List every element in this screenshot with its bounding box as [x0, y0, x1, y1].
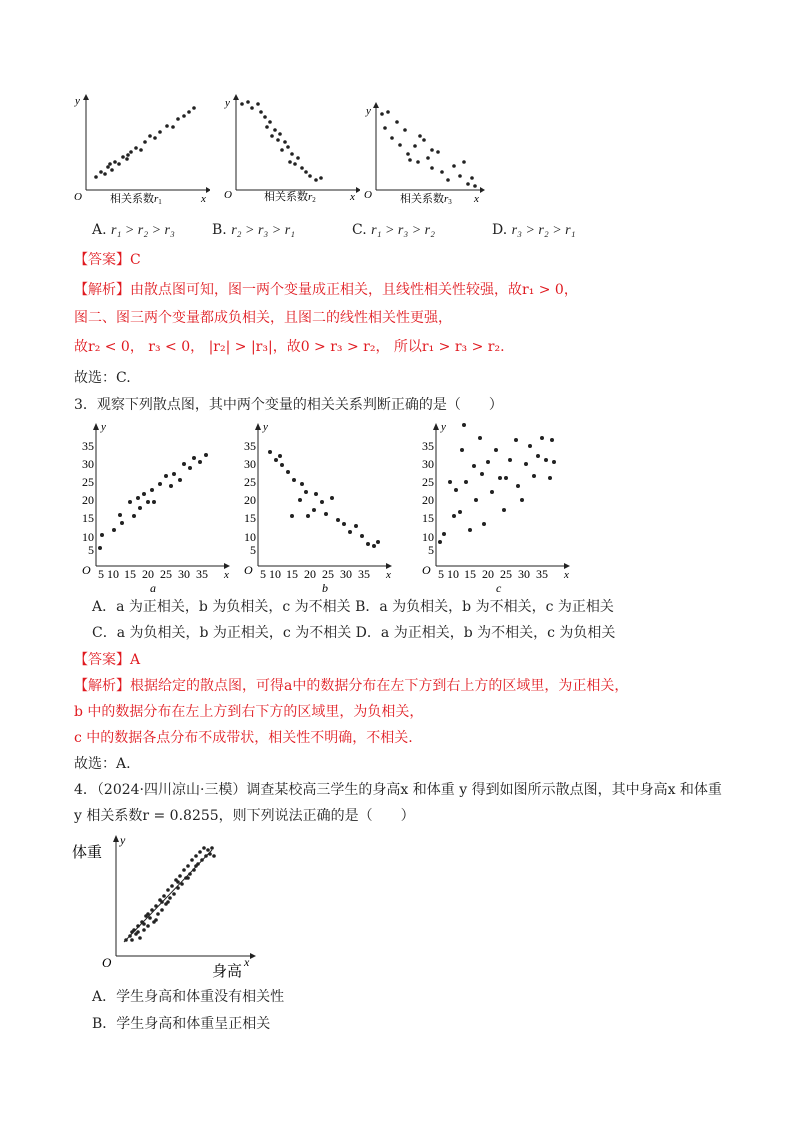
q3-conclusion: 故选：A.	[74, 756, 131, 772]
q3c-ytick: 10	[422, 530, 434, 544]
q3b-ytick: 25	[244, 475, 256, 489]
q3a-ylabel: y	[101, 421, 106, 433]
q3a-ytick: 15	[82, 511, 94, 525]
q2-option-a	[92, 222, 175, 239]
q2-plot3-ylabel: y	[366, 105, 371, 117]
q2-plot2-origin: O	[224, 189, 232, 201]
q2-analysis-line-1: 【解析】由散点图可知，图一两个变量成正相关，且线性相关性较强，故r₁ > 0，	[74, 282, 578, 298]
analysis-tag: 【解析】	[74, 678, 130, 694]
q4-scatter-plot	[70, 830, 270, 980]
q2-plot2-ylabel: y	[225, 97, 230, 109]
q3a-ytick: 20	[82, 493, 94, 507]
q3b-ytick: 20	[244, 493, 256, 507]
q2-analysis-line-3: 故r₂ < 0， r₃ < 0， |r₂| > |r₃|，故0 > r₃ > r₂， 所以r₁ > r₃ > r₂.	[74, 339, 505, 355]
q3a-xtick: 10	[107, 567, 119, 581]
option-label: D.	[492, 222, 508, 238]
q3b-ylabel: y	[263, 421, 268, 433]
q3b-xtick: 30	[340, 567, 352, 581]
q2-option-b	[212, 222, 295, 239]
q3a-caption: a	[150, 581, 156, 595]
q3a-xtick: 5	[98, 567, 104, 581]
q2-option-d	[492, 222, 575, 239]
q3c-xtick: 10	[447, 567, 459, 581]
q3c-xtick: 15	[464, 567, 476, 581]
q2-plot1-ylabel: y	[75, 95, 80, 107]
q2-plot3-origin: O	[364, 189, 372, 201]
q3-analysis-line-3: c 中的数据各点分布不成带状，相关性不明确，不相关.	[74, 730, 413, 746]
q3b-ytick: 10	[244, 530, 256, 544]
q3b-xtick: 35	[358, 567, 370, 581]
analysis-tag: 【解析】	[74, 282, 130, 298]
q3c-origin: O	[422, 563, 431, 577]
q4-option-b: B．学生身高和体重呈正相关	[92, 1016, 271, 1032]
answer-value: C	[130, 252, 141, 268]
q3b-xtick: 25	[322, 567, 334, 581]
q3a-xtick: 35	[196, 567, 208, 581]
q3b-xtick: 5	[260, 567, 266, 581]
q3b-xtick: 15	[286, 567, 298, 581]
q2-plot-3	[360, 100, 490, 212]
q3c-xtick: 20	[482, 567, 494, 581]
q3-option-c: C．a 为负相关，b 为正相关，c 为不相关	[92, 625, 352, 641]
q3-plot-b	[236, 420, 396, 596]
option-text: r₁ > r₃ > r₂	[371, 223, 435, 238]
option-text: r₂ > r₃ > r₁	[231, 223, 296, 238]
q3a-xtick: 20	[142, 567, 154, 581]
q4-option-a: A．学生身高和体重没有相关性	[92, 989, 285, 1005]
q2-conclusion: 故选：C.	[74, 370, 131, 386]
q2-plot2-caption: 相关系数r2	[264, 190, 316, 204]
q3b-ytick: 15	[244, 511, 256, 525]
q3-option-b: B．a 为负相关，b 为不相关，c 为正相关	[355, 599, 614, 615]
q3a-ytick: 35	[82, 439, 94, 453]
option-text: r₃ > r₂ > r₁	[511, 223, 576, 238]
q2-plot3-points	[380, 110, 477, 188]
q3c-caption: c	[496, 581, 502, 595]
q3a-ytick: 30	[82, 457, 94, 471]
q3b-points	[268, 450, 380, 548]
q3c-ytick: 25	[422, 475, 434, 489]
answer-tag: 【答案】	[74, 252, 130, 268]
q2-plot3-xlabel: x	[474, 193, 479, 205]
q3c-ytick: 35	[422, 439, 434, 453]
q3-option-d: D．a 为正相关，b 为不相关，c 为负相关	[355, 625, 616, 641]
q3b-xtick: 20	[304, 567, 316, 581]
q3c-xtick: 30	[518, 567, 530, 581]
q3a-xtick: 25	[160, 567, 172, 581]
q3c-xtick: 5	[438, 567, 444, 581]
q2-plot2-xlabel: x	[350, 191, 355, 203]
q3a-points	[98, 453, 208, 550]
q3-answer	[74, 650, 140, 670]
option-text: r₁ > r₂ > r₃	[111, 223, 175, 238]
q3c-ytick: 5	[428, 543, 434, 557]
q3-stem: 3．观察下列散点图，其中两个变量的相关关系判断正确的是（ ）	[74, 397, 503, 413]
q3-plot-c	[414, 420, 574, 596]
q2-plot-1	[70, 92, 210, 214]
option-label: B.	[212, 222, 227, 238]
q2-plot1-points	[94, 106, 196, 179]
q4-stem-line-2: y 相关系数r = 0.8255，则下列说法正确的是（ ）	[74, 808, 415, 824]
option-label: A.	[92, 222, 107, 238]
q3-plot-a	[74, 420, 234, 596]
answer-tag: 【答案】	[74, 652, 130, 668]
q3b-ytick: 5	[250, 543, 256, 557]
q4-ylabel: 体重	[72, 845, 103, 861]
q3-analysis-line-1: 【解析】根据给定的散点图，可得a中的数据分布在左下方到右上方的区域里，为正相关，	[74, 678, 629, 694]
q3-analysis-line-2: b 中的数据分布在左上方到右下方的区域里，为负相关，	[74, 704, 424, 720]
q4-yvar: y	[120, 833, 126, 847]
q2-analysis-line-2: 图二、图三两个变量都成负相关，且图二的线性相关性更强，	[74, 310, 452, 326]
q3c-ytick: 15	[422, 511, 434, 525]
q3a-ytick: 25	[82, 475, 94, 489]
q3a-xtick: 30	[178, 567, 190, 581]
q3b-ytick: 30	[244, 457, 256, 471]
q2-plot1-xlabel: x	[201, 193, 206, 205]
q4-stem-line-1: 4．（2024·四川凉山·三模）调查某校高三学生的身高x 和体重 y 得到如图所示散点图，其中身高x 和体重	[74, 782, 722, 798]
q2-answer	[74, 250, 141, 270]
q2-plot1-origin: O	[74, 191, 82, 203]
q2-plot3-caption: 相关系数r3	[400, 192, 452, 206]
q2-option-c	[352, 222, 435, 239]
q3a-origin: O	[82, 563, 91, 577]
q3a-ytick: 5	[88, 543, 94, 557]
q3b-xtick: 10	[269, 567, 281, 581]
q4-xvar: x	[244, 955, 250, 969]
q3b-xlabel: x	[386, 569, 391, 581]
q3c-xtick: 25	[500, 567, 512, 581]
q3b-origin: O	[244, 563, 253, 577]
q3c-ylabel: y	[441, 421, 446, 433]
q3b-ytick: 35	[244, 439, 256, 453]
q4-xlabel: 身高	[212, 964, 243, 980]
q2-plot-2	[220, 92, 360, 214]
answer-value: A	[130, 652, 141, 668]
q3-option-cd	[92, 623, 615, 643]
q3-option-a: A．a 为正相关，b 为负相关，c 为不相关	[92, 599, 351, 615]
q3a-xtick: 15	[124, 567, 136, 581]
q3-option-ab	[92, 597, 614, 617]
q2-plot1-caption: 相关系数r1	[110, 192, 162, 206]
q3c-points	[438, 423, 556, 544]
option-label: C.	[352, 222, 367, 238]
q3c-ytick: 20	[422, 493, 434, 507]
q3c-xtick: 35	[536, 567, 548, 581]
q3a-xlabel: x	[224, 569, 229, 581]
q3a-ytick: 10	[82, 530, 94, 544]
q3c-ytick: 30	[422, 457, 434, 471]
q4-origin: O	[102, 955, 112, 970]
q2-plot2-points	[240, 100, 323, 182]
q3b-caption: b	[322, 581, 328, 595]
q3c-xlabel: x	[564, 569, 569, 581]
